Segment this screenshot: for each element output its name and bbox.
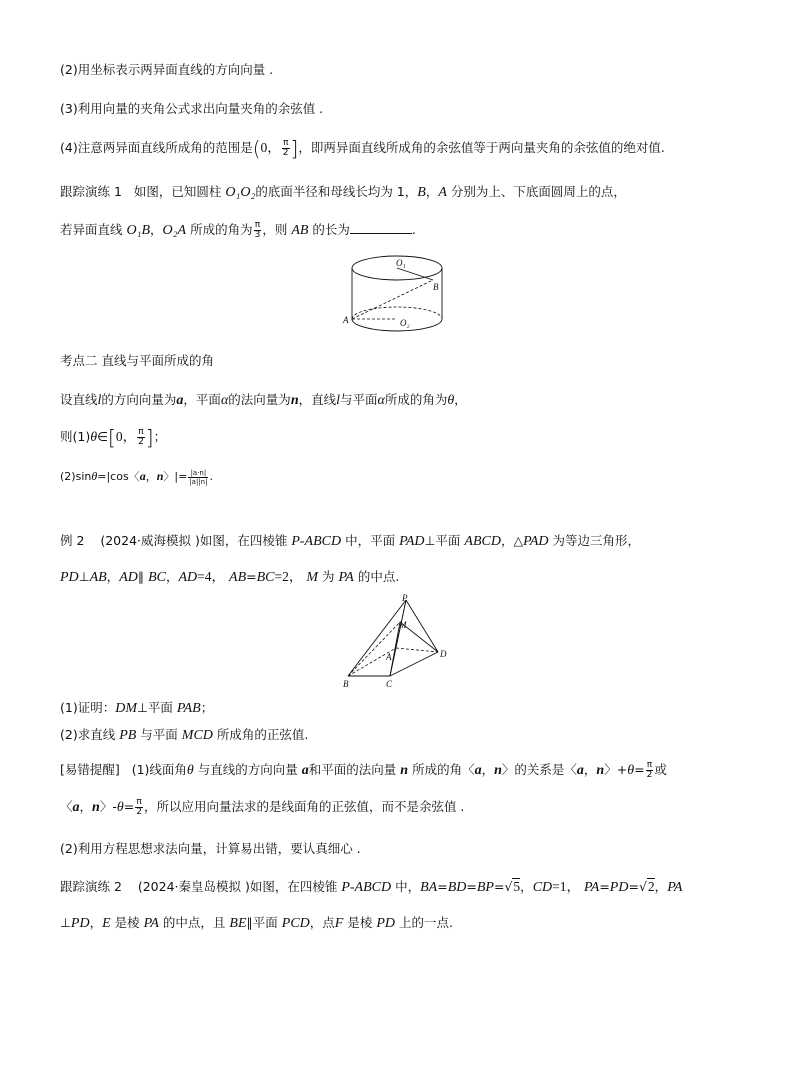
exercise-2-line2: ⊥PD，E 是棱 PA 的中点，且 BE∥平面 PCD，点F 是棱 PD 上的一点. (60, 915, 453, 931)
text-line: (2)用坐标表示两异面直线的方向向量 . (60, 62, 274, 77)
label-d: D (440, 649, 447, 659)
question-2: (2)求直线 PB 与平面 MCD 所成角的正弦值. (60, 727, 309, 743)
exercise-1-line1: 跟踪演练 1 如图，已知圆柱 O₁O₂的底面半径和母线长均为 1，B，A 分别为上、下底面圆周上的点， (60, 184, 626, 200)
warning-line3: (2)利用方程思想求法向量，计算易出错，要认真细心 . (60, 841, 361, 856)
exercise-2-line1: 跟踪演练 2 (2024·秦皇岛模拟 )如图，在四棱锥 P-ABCD 中，BA=BD=BP=√5，CD=1， PA=PD=√2，PA (60, 879, 683, 895)
label-c: C (386, 679, 393, 689)
label-o1: O₁ (396, 258, 406, 268)
theta-range: 则(1)θ∈[0， $\frac{\pi}{2}$ ]； (60, 425, 167, 450)
label-p: P (402, 593, 408, 603)
question-1: (1)证明：DM⊥平面 PAB； (60, 700, 214, 716)
warning-line1: [易错提醒] (1)线面角θ 与直线的方向向量 a和平面的法向量 n 所成的角〈a，n〉的关系是〈a，n〉+θ= $\frac{\pi}{2}$ 或 (60, 760, 667, 780)
example-2-line2: PD⊥AB，AD∥ BC，AD=4， AB=BC=2， M 为 PA 的中点. (60, 569, 400, 585)
definition-line: 设直线l的方向向量为a，平面α的法向量为n，直线l与平面α所成的角为θ， (60, 392, 467, 408)
cylinder-figure (335, 250, 460, 335)
text-line: (3)利用向量的夹角公式求出向量夹角的余弦值 . (60, 101, 324, 116)
label-m: M (399, 620, 407, 630)
exercise-1-line2: 若异面直线 O₁B，O₂A 所成的角为 $\frac{\pi}{3}$ ，则 AB 的长为 . (60, 220, 416, 240)
label-a: A (343, 315, 349, 325)
answer-blank (350, 221, 412, 234)
label-o2: O₂ (400, 318, 410, 328)
label-a: A (386, 652, 392, 662)
pyramid-figure (338, 592, 458, 690)
sin-formula: (2)sinθ=|cos〈a，n〉|= $\frac{|a\cdot n|}{|a||n|}$ . (60, 468, 213, 486)
example-2-line1: 例 2 (2024·威海模拟 )如图，在四棱锥 P-ABCD 中，平面 PAD⊥平面 ABCD，△PAD 为等边三角形， (60, 533, 640, 549)
text-line: (4)注意两异面直线所成角的范围是(0， $\frac{\pi}{2}$ ]，即两异面直线所成角的余弦值等于两向量夹角的余弦值的绝对值. (60, 136, 665, 161)
label-b: B (343, 679, 349, 689)
warning-line2: 〈a，n〉-θ= $\frac{\pi}{2}$ ，所以应用向量法求的是线面角的正弦值，而不是余弦值 . (60, 797, 465, 817)
section-heading: 考点二 直线与平面所成的角 (60, 353, 214, 368)
label-b: B (433, 282, 439, 292)
